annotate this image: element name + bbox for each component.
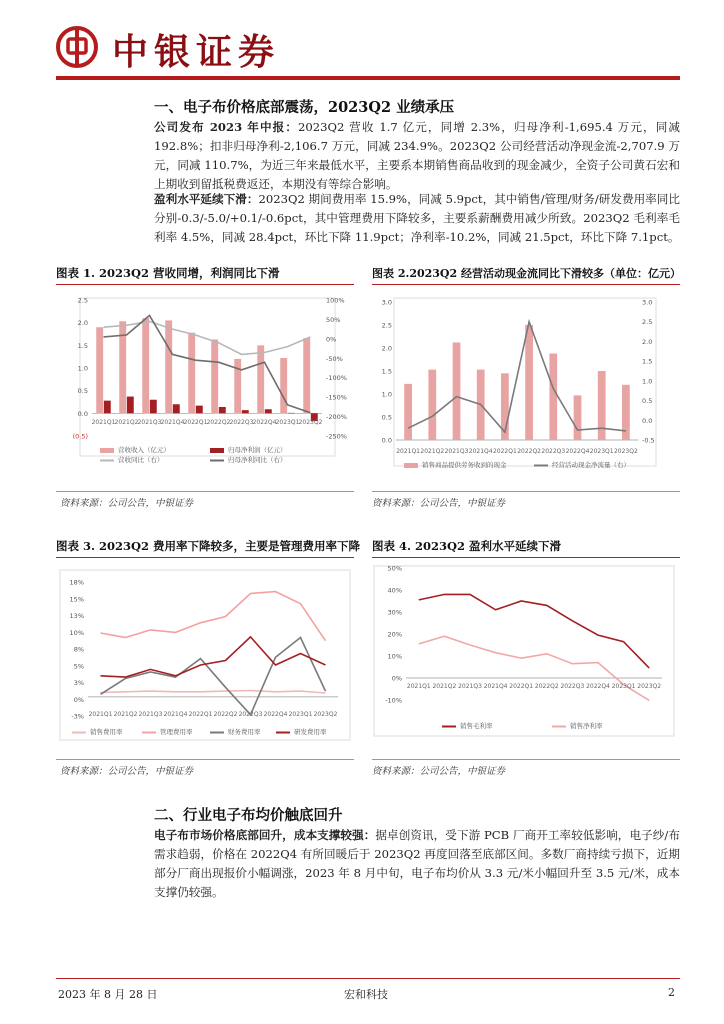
y-tick-label: 30% [387,608,402,617]
figure-3-source: 资料来源：公司公告，中银证券 [60,766,194,777]
x-tick-label: 2023Q1 [288,711,313,718]
p2-body: 2023Q2 期间费用率 15.9%，同减 5.9pct，其中销售/管理/财务/研发费用率同比分别-0.3/-5.0/+0.1/-0.6pct，其中管理费用下降较多，主要系薪酬费用减少所致。2023Q2 毛利率毛利率 4.5%，同减 28.4pct，环比下降 11.9pct；净利率-10.2%，同减 21.5pct，环比下降 7.1pct。 [154,192,680,244]
y-tick-label: 15% [69,595,84,604]
bar-销售商品提供劳务收到的现金 [549,354,557,440]
bar-归母净利润（亿元） [242,410,249,413]
x-tick-label: 2021Q4 [468,448,493,455]
y-tick-label: 20% [387,630,402,639]
x-tick-label: 2021Q3 [444,448,469,455]
p1-lead: 公司发布 2023 年中报： [154,120,299,134]
legend-label: 经营活动现金净流量（右） [552,461,630,469]
legend-label: 销售费用率 [90,728,123,736]
x-tick-label: 2022Q1 [492,448,517,455]
y-tick-label: (0.5) [72,432,88,441]
legend-label: 销售毛利率 [460,722,493,730]
x-tick-label: 2021Q2 [420,448,445,455]
x-tick-label: 2022Q1 [509,683,534,690]
x-tick-label: 2022Q3 [238,711,263,718]
source-4-rule [372,759,680,760]
x-tick-label: 2023Q2 [613,448,638,455]
y2-tick-label: -150% [326,393,347,402]
figure-1-title: 图表 1. 2023Q2 营收同增，利润同比下滑 [56,266,280,280]
legend-label: 归母净利润（亿元） [228,446,287,454]
y-tick-label: 10% [387,652,402,661]
x-tick-label: 2021Q3 [137,419,162,426]
bar-营收收入（亿元） [142,318,149,413]
legend-swatch [404,463,418,468]
line-归母净利同比（右） [104,316,311,413]
chart-4-frame [374,566,674,736]
y-tick-label: 10% [69,628,84,637]
y-tick-label: 1.5 [381,367,392,376]
y2-tick-label: 50% [326,315,341,324]
y-tick-label: 0.5 [381,413,392,422]
bar-销售商品提供劳务收到的现金 [404,384,412,440]
x-tick-label: 2021Q1 [88,711,113,718]
y2-tick-label: 0% [326,335,337,344]
section-1-paragraph-1 [154,118,680,194]
y-tick-label: 0% [73,695,84,704]
section-2-paragraph-1 [154,826,680,902]
figure-1-source: 资料来源：公司公告，中银证券 [60,498,194,509]
y2-tick-label: -250% [326,432,347,441]
x-tick-label: 2022Q3 [229,419,254,426]
y-tick-label: 40% [387,586,402,595]
x-tick-label: 2021Q3 [458,683,482,690]
x-tick-label: 2022Q4 [565,448,590,455]
legend-label: 营收收入（亿元） [118,446,170,454]
figure-2-source: 资料来源：公司公告，中银证券 [372,498,506,509]
source-2-rule [372,491,680,492]
y2-tick-label: -200% [326,413,347,422]
footer-date: 2023 年 8 月 28 日 [58,988,158,1001]
y2-tick-label: -50% [326,354,343,363]
bar-归母净利润（亿元） [265,409,272,413]
line-销售毛利率 [419,594,649,668]
y-tick-label: 0.0 [77,409,88,418]
figure-2-title: 图表 2.2023Q2 经营活动现金流同比下滑较多（单位：亿元） [372,267,681,280]
p2-lead: 盈利水平延续下滑： [154,192,259,206]
line-财务费用率 [101,638,326,715]
y-tick-label: 1.0 [77,364,88,373]
bar-归母净利润（亿元） [150,400,157,414]
x-tick-label: 2022Q2 [534,683,559,690]
x-tick-label: 2021Q1 [91,419,116,426]
y-tick-label: 2.0 [77,319,88,328]
legend-label: 财务费用率 [228,728,261,736]
figure-4-rule [372,557,680,558]
p1-body: 2023Q2 营收 1.7 亿元，同增 2.3%，归母净利-1,695.4 万元，同减 192.8%；扣非归母净利-2,106.7 万元，同减 234.9%。2023Q2 公司经营活动净现金流-2,707.9 万元，同减 110.7%，为近三年来最低水平，主要系本期销售商品收到的现金减少，全资子公司黄石宏和上期收到留抵税费返还，本期没有等综合影响。 [154,120,680,191]
legend-label: 销售商品提供劳务收到的现金 [422,461,507,469]
x-tick-label: 2021Q4 [160,419,185,426]
legend-label: 销售净利率 [570,722,603,730]
y2-tick-label: 0.0 [642,416,653,425]
legend-label: 管理费用率 [160,728,193,736]
footer-rule [56,978,680,979]
chart-4 [372,562,678,742]
brand-name: 中银证券 [112,31,281,73]
figure-3-title: 图表 3. 2023Q2 费用率下降较多，主要是管理费用率下降 [56,539,361,553]
y-tick-label: -3% [71,712,84,721]
s2-p1-body: 据卓创资讯，受下游 PCB 厂商开工率较低影响，电子纱/布需求趋弱，价格在 2022Q4 有所回暖后于 2023Q2 再度回落至底部区间。多数厂商持续亏损下，近期部分厂商出现报价小幅调涨，2023 年 8 月中旬，电子布均价从 3.3 元/米小幅回升至 3.5 元/米，成本支撑仍较强。 [154,828,680,899]
bar-归母净利润（亿元） [219,407,226,413]
x-tick-label: 2021Q1 [406,683,431,690]
x-tick-label: 2023Q2 [313,711,338,718]
y2-tick-label: 100% [326,296,345,305]
bar-营收收入（亿元） [165,320,172,413]
y2-tick-label: 0.5 [642,397,653,406]
x-tick-label: 2023Q1 [611,683,636,690]
bar-营收收入（亿元） [280,358,287,413]
y2-tick-label: -100% [326,374,347,383]
chart-2 [374,290,680,475]
x-tick-label: 2022Q3 [541,448,566,455]
x-tick-label: 2022Q1 [188,711,213,718]
source-3-rule [56,759,354,760]
bar-归母净利润（亿元） [104,401,111,414]
section-2-title: 二、行业电子布均价触底回升 [154,807,343,824]
x-tick-label: 2021Q4 [163,711,188,718]
chart-3 [58,566,354,746]
bar-销售商品提供劳务收到的现金 [525,325,533,440]
x-tick-label: 2022Q4 [263,711,288,718]
y-tick-label: -10% [385,696,402,705]
bar-归母净利润（亿元） [173,404,180,413]
bar-销售商品提供劳务收到的现金 [428,370,436,440]
bar-营收收入（亿元） [257,345,264,413]
x-tick-label: 2021Q2 [432,683,457,690]
x-tick-label: 2022Q2 [213,711,238,718]
y-tick-label: 2.0 [381,344,392,353]
bank-logo-icon [56,26,98,68]
x-tick-label: 2021Q1 [396,448,421,455]
y2-tick-label: 2.0 [642,337,653,346]
figure-3-rule [56,557,354,558]
y-tick-label: 18% [69,578,84,587]
y-tick-label: 1.5 [77,341,88,350]
figure-2-rule [372,284,680,285]
y-tick-label: 2.5 [381,321,392,330]
bar-归母净利润（亿元） [196,406,203,414]
y-tick-label: 50% [387,564,402,573]
legend-label: 研发费用率 [294,728,327,736]
x-tick-label: 2021Q2 [113,711,138,718]
y-tick-label: 3% [73,679,84,687]
line-经营活动现金净流量（右） [408,322,626,432]
x-tick-label: 2022Q1 [183,419,208,426]
bar-归母净利润（亿元） [127,397,134,414]
line-管理费用率 [101,592,326,641]
y2-tick-label: 3.0 [642,298,653,307]
bar-营收收入（亿元） [211,339,218,413]
section-1-title: 一、电子布价格底部震荡，2023Q2 业绩承压 [154,99,455,116]
footer-page-number: 2 [668,986,675,999]
x-tick-label: 2023Q2 [637,683,662,690]
y-tick-label: 2.5 [77,296,88,305]
y2-tick-label: 2.5 [642,318,653,327]
x-tick-label: 2022Q4 [252,419,277,426]
bar-营收收入（亿元） [188,333,195,414]
y-tick-label: 8% [73,645,84,654]
chart-1 [60,290,354,470]
y-tick-label: 3.0 [381,298,392,307]
figure-4-source: 资料来源：公司公告，中银证券 [372,766,506,777]
x-tick-label: 2021Q4 [483,683,508,690]
bar-销售商品提供劳务收到的现金 [574,395,582,440]
bar-营收收入（亿元） [303,338,310,413]
x-tick-label: 2022Q2 [206,419,231,426]
x-tick-label: 2022Q3 [560,683,585,690]
y2-tick-label: 1.5 [642,357,653,366]
line-销售费用率 [101,691,326,694]
y-tick-label: 13% [69,612,84,620]
bar-归母净利润（亿元） [288,413,295,414]
bar-销售商品提供劳务收到的现金 [622,385,630,440]
x-tick-label: 2021Q2 [114,419,139,426]
line-研发费用率 [101,637,326,677]
legend-label: 营收同比（右） [118,456,164,464]
section-1-paragraph-2 [154,190,680,247]
legend-label: 归母净利同比（右） [228,456,287,464]
legend-swatch [210,448,224,453]
x-tick-label: 2022Q2 [517,448,542,455]
y-tick-label: 0.0 [381,436,392,445]
x-tick-label: 2022Q4 [586,683,610,690]
x-tick-label: 2021Q3 [138,711,163,718]
y-tick-label: 0% [391,674,402,683]
x-tick-label: 2023Q1 [589,448,614,455]
bar-销售商品提供劳务收到的现金 [598,371,606,440]
y2-tick-label: 1.0 [642,377,653,386]
y-tick-label: 5% [73,662,84,671]
line-销售净利率 [419,636,649,700]
y2-tick-label: -0.5 [642,436,655,445]
line-营收同比（右） [104,321,311,354]
source-1-rule [56,491,354,492]
footer-company: 宏和科技 [344,988,388,1001]
s2-p1-lead: 电子布市场价格底部回升，成本支撑较强： [154,828,376,842]
x-tick-label: 2023Q2 [298,419,323,426]
y-tick-label: 1.0 [381,390,392,399]
y-tick-label: 0.5 [77,387,88,396]
legend-swatch [100,448,114,453]
x-tick-label: 2023Q1 [275,419,300,426]
figure-1-rule [56,284,354,285]
figure-4-title: 图表 4. 2023Q2 盈利水平延续下滑 [372,539,562,553]
chart-1-frame [77,296,335,456]
bar-营收收入（亿元） [96,327,103,413]
bar-销售商品提供劳务收到的现金 [453,342,461,440]
header-rule [56,76,680,80]
